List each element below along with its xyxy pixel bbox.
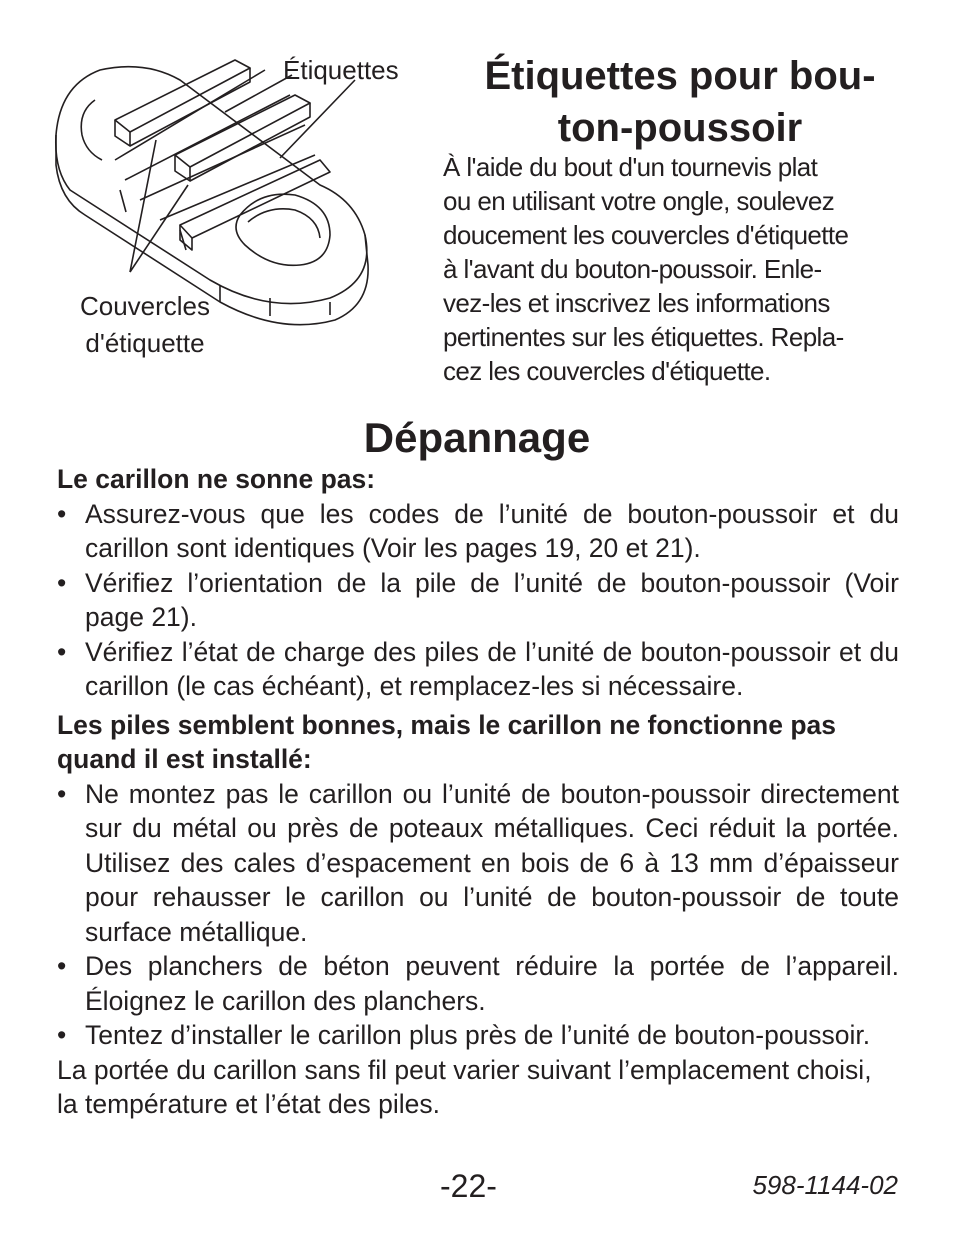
- leader-line-etiquettes-2: [280, 80, 355, 158]
- instruction-line: doucement les couvercles d'étiquette: [443, 220, 849, 250]
- heading-batteries-ok: Les piles semblent bonnes, mais le carillon ne fonctionne pas quand il est installé:: [57, 709, 837, 774]
- bullet-item: • Vérifiez l’orientation de la pile de l’unité de bouton-poussoir (Voir page 21).: [57, 566, 899, 635]
- diagram-label-couvercles: [64, 288, 226, 362]
- instruction-line: ou en utilisant votre ongle, soulevez: [443, 186, 835, 216]
- instruction-line: pertinentes sur les étiquettes. Repla-: [443, 322, 844, 352]
- section-title-troubleshooting: Dépannage: [363, 414, 591, 461]
- diagram-label-couvercles-line1: Couvercles: [79, 291, 211, 321]
- diagram-label-couvercles-line2: d'étiquette: [85, 328, 205, 358]
- section-title-labels-line1: Étiquettes pour bou-: [484, 54, 876, 98]
- closing-paragraph: La portée du carillon sans fil peut varier suivant l’emplacement choisi, la température et l’état des piles.: [57, 1054, 872, 1119]
- label-cover-1: [115, 60, 250, 146]
- heading-no-ring: Le carillon ne sonne pas:: [57, 464, 376, 494]
- instruction-line: À l'aide du bout d'un tournevis plat: [443, 152, 818, 182]
- page-number: -22-: [440, 1168, 497, 1204]
- bullet-item: • Vérifiez l’état de charge des piles de l’unité de bouton-poussoir et du carillon (le cas échéant), et remplacez-les si nécessaire.: [57, 635, 899, 704]
- diagram-label-etiquettes: Étiquettes: [283, 55, 399, 85]
- troubleshooting-content: [57, 462, 899, 1122]
- bullet-item: • Tentez d’installer le carillon plus près de l’unité de bouton-poussoir.: [57, 1018, 899, 1053]
- bullet-item: • Des planchers de béton peuvent réduire la portée de l’appareil. Éloignez le carillon des planchers.: [57, 949, 899, 1018]
- section-title-labels-line2: ton-poussoir: [557, 106, 803, 150]
- labels-instructions: [443, 150, 898, 388]
- instruction-line: à l'avant du bouton-poussoir. Enle-: [443, 254, 822, 284]
- instruction-line: cez les couvercles d'étiquette.: [443, 356, 771, 386]
- instruction-line: vez-les et inscrivez les informations: [443, 288, 830, 318]
- label-cover-2: [175, 95, 310, 181]
- document-number: 598-1144-02: [752, 1170, 898, 1200]
- leader-line-etiquettes-1: [225, 75, 292, 112]
- bullet-item: • Assurez-vous que les codes de l’unité de bouton-poussoir et du carillon sont identiques (Voir les pages 19, 20 et 21).: [57, 497, 899, 566]
- section-title-labels: [440, 50, 920, 154]
- bullet-item: • Ne montez pas le carillon ou l’unité de bouton-poussoir directement sur du métal ou près de poteaux métalliques. Ceci réduit la portée. Utilisez des cales d’espacement en bois de 6 à 13 mm d’épaisseur pour rehausser le carillon ou l’unité de bouton-poussoir de toute surface métallique.: [57, 777, 899, 950]
- button-oval: [236, 194, 330, 265]
